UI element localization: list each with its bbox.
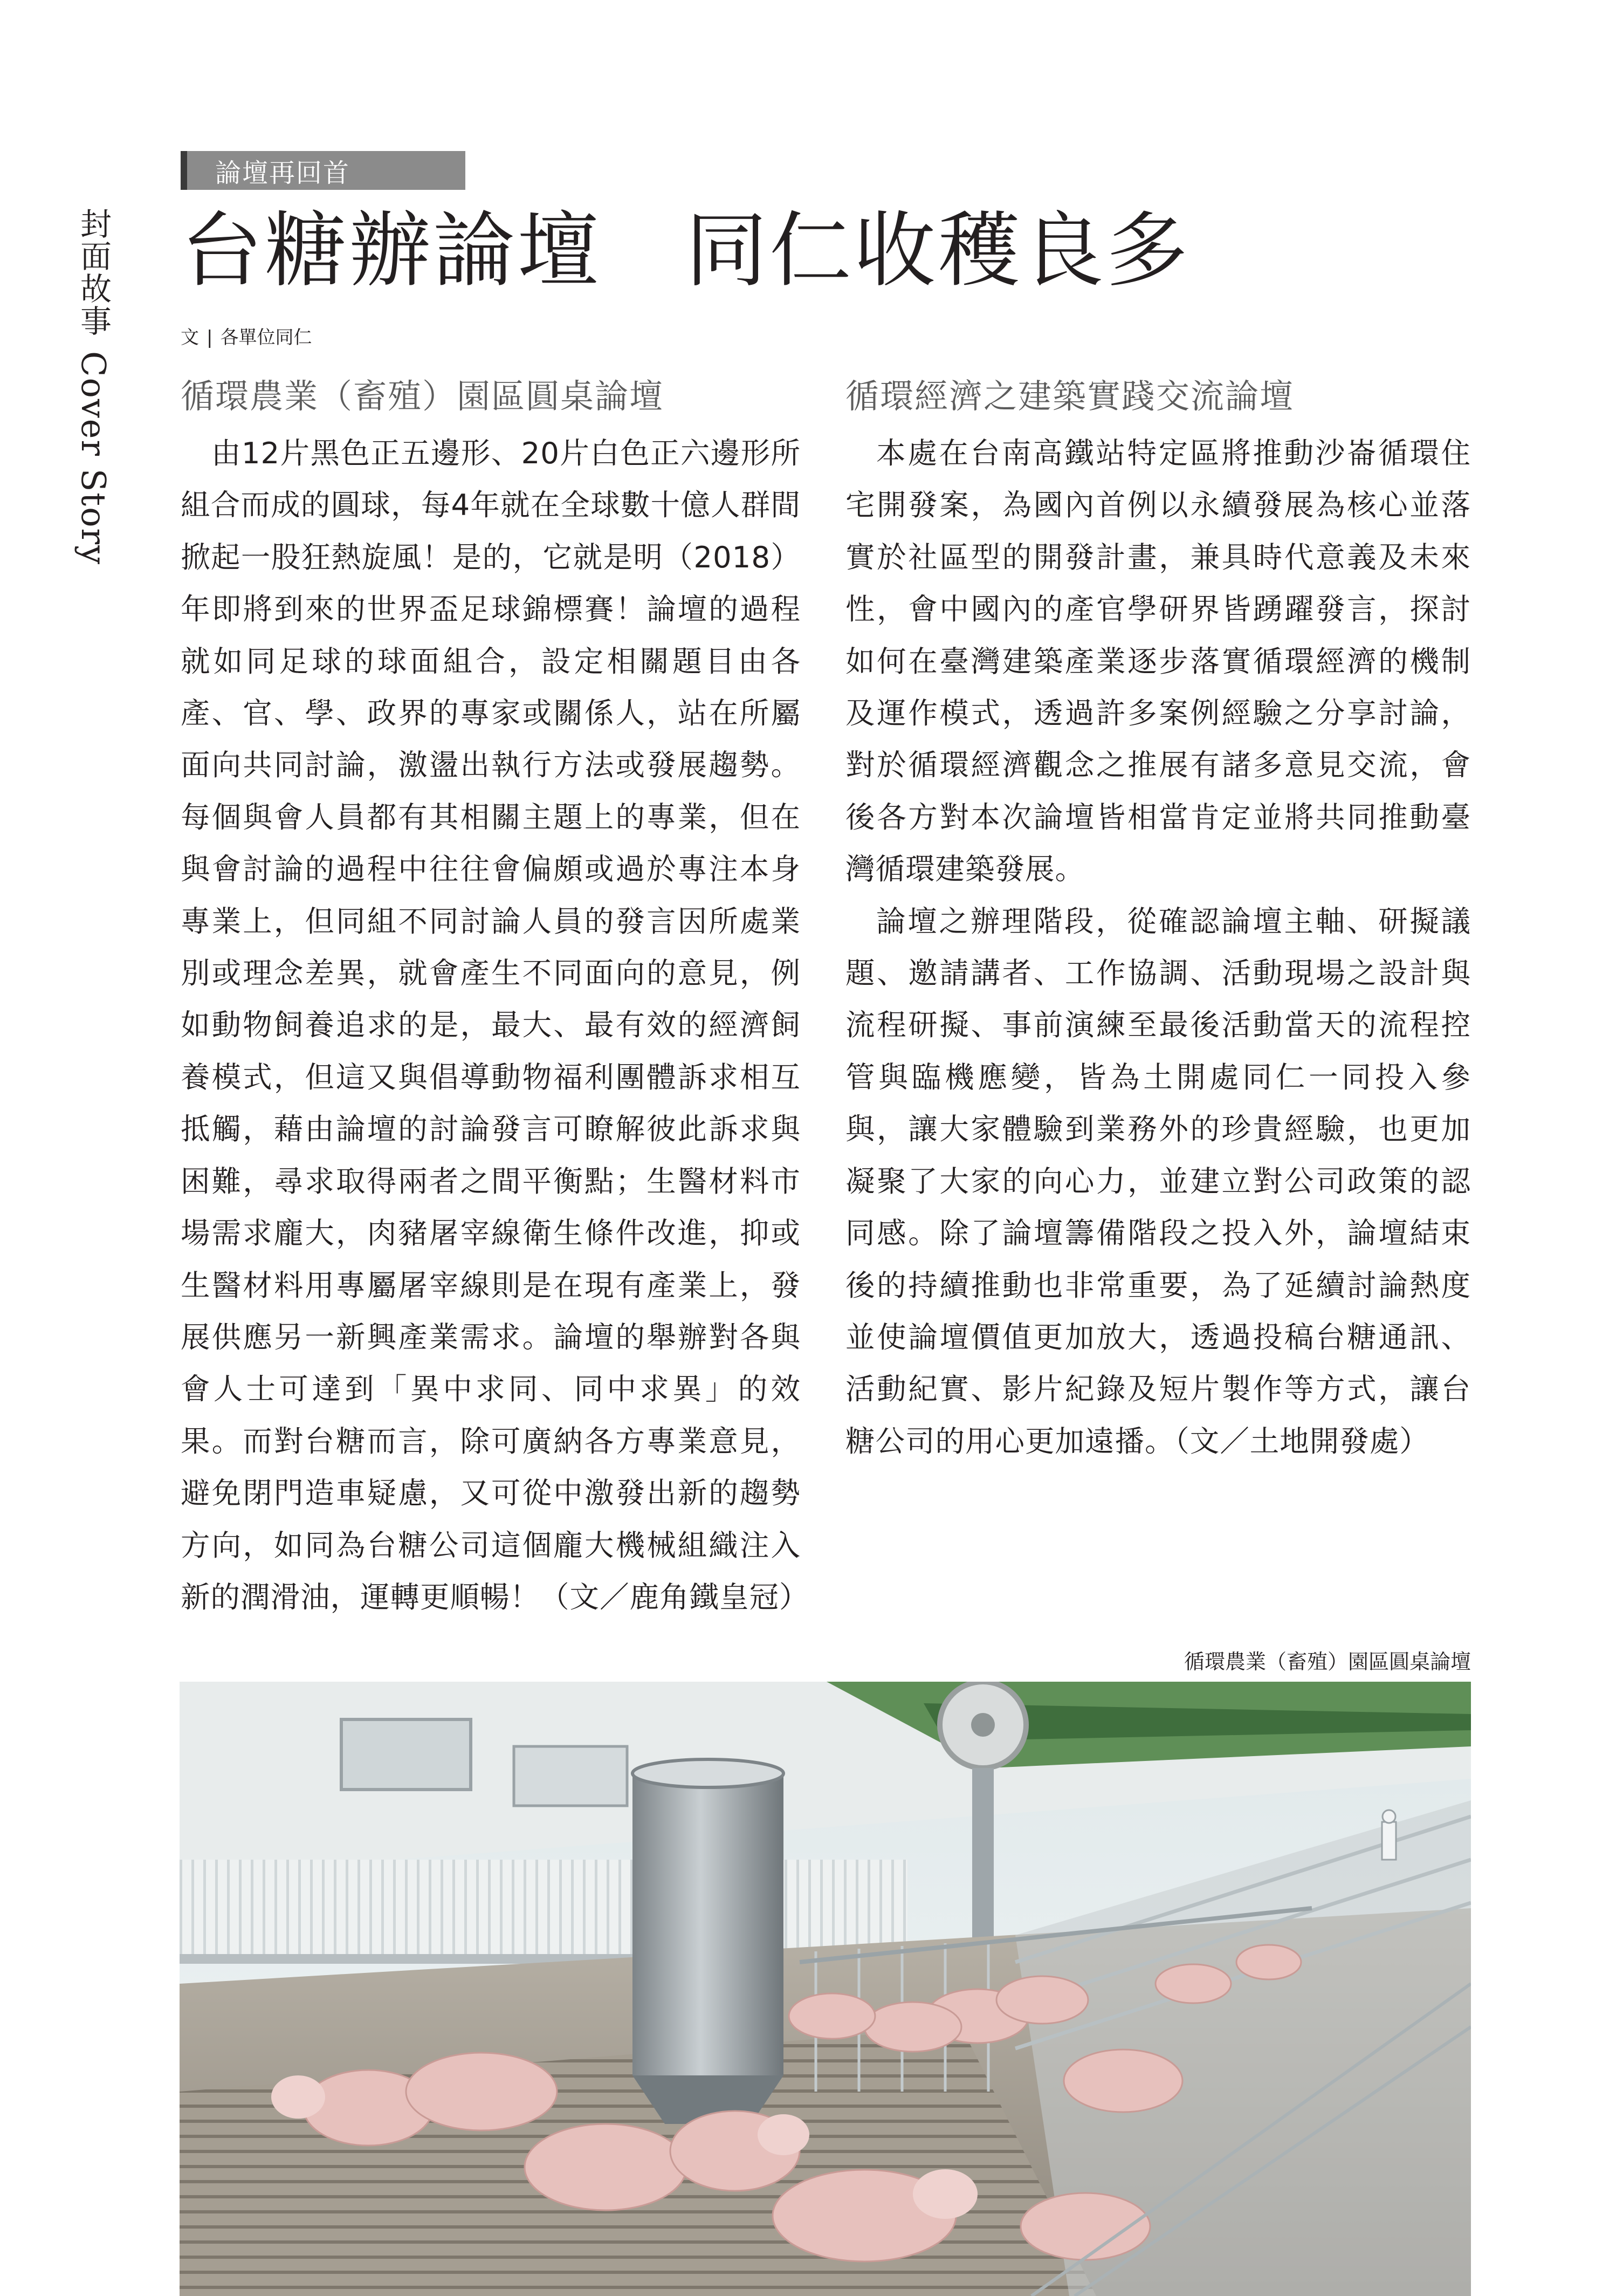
- page-title: 台糖辦論壇 同仁收穫良多: [181, 203, 1190, 298]
- pig-barn-photo: [180, 1682, 1471, 2296]
- byline-author: 各單位同仁: [220, 327, 312, 348]
- right-column: [845, 372, 1471, 1467]
- right-column-paragraph-2: 論壇之辦理階段，從確認論壇主軸、研擬議題、邀請講者、工作協調、活動現場之設計與流程研擬、事前演練至最後活動當天的流程控管與臨機應變，皆為土開處同仁一同投入參與，讓大家體驗到業務外的珍貴經驗，也更加凝聚了大家的向心力，並建立對公司政策的認同感。除了論壇籌備階段之投入外，論壇結束後的持續推動也非常重要，為了延續討論熱度並使論壇價值更加放大，透過投稿台糖通訊、活動紀實、影片紀錄及短片製作等方式，讓台糖公司的用心更加遠播。（文／土地開發處）: [845, 903, 1471, 1458]
- side-label: [74, 208, 112, 565]
- photo-caption: 循環農業（畜殖）園區圓桌論壇: [1184, 1650, 1471, 1674]
- left-column-heading: 循環農業（畜殖）園區圓桌論壇: [181, 376, 664, 416]
- byline-prefix: 文: [181, 327, 199, 348]
- section-tab-label: 論壇再回首: [215, 157, 350, 188]
- side-label-zh: 封面故事: [75, 208, 112, 337]
- section-tab-bar: [181, 151, 187, 190]
- side-label-en: Cover Story: [74, 351, 113, 566]
- left-column-paragraph: 由12片黑色正五邊形、20片白色正六邊形所組合而成的圓球，每4年就在全球數十億人群間掀起一股狂熱旋風！是的，它就是明（2018）年即將到來的世界盃足球錦標賽！論壇的過程就如同足球的球面組合，設定相關題目由各產、官、學、政界的專家或關係人，站在所屬面向共同討論，激盪出執行方法或發展趨勢。每個與會人員都有其相關主題上的專業，但在與會討論的過程中往往會偏頗或過於專注本身專業上，但同組不同討論人員的發言因所處業別或理念差異，就會產生不同面向的意見，例如動物飼養追求的是，最大、最有效的經濟飼養模式，但這又與倡導動物福利團體訴求相互抵觸，藉由論壇的討論發言可瞭解彼此訴求與困難，尋求取得兩者之間平衡點；生醫材料市場需求龐大，肉豬屠宰線衛生條件改進，抑或生醫材料用專屬屠宰線則是在現有產業上，發展供應另一新興產業需求。論壇的舉辦對各與會人士可達到「異中求同、同中求異」的效果。而對台糖而言，除可廣納各方專業意見，避免閉門造車疑慮，又可從中激發出新的趨勢方向，如同為台糖公司這個龐大機械組織注入新的潤滑油，運轉更順暢！（文／鹿角鐵皇冠）: [181, 436, 809, 1614]
- section-tab: [181, 151, 465, 190]
- byline: [181, 323, 312, 349]
- byline-separator: |: [207, 327, 213, 348]
- left-column: [181, 372, 809, 1623]
- right-column-paragraph-1: 本處在台南高鐵站特定區將推動沙崙循環住宅開發案，為國內首例以永續發展為核心並落實於社區型的開發計畫，兼具時代意義及未來性，會中國內的產官學研界皆踴躍發言，探討如何在臺灣建築產業逐步落實循環經濟的機制及運作模式，透過許多案例經驗之分享討論，對於循環經濟觀念之推展有諸多意見交流，會後各方對本次論壇皆相當肯定並將共同推動臺灣循環建築發展。: [845, 436, 1471, 887]
- right-column-heading: 循環經濟之建築實踐交流論壇: [845, 376, 1295, 416]
